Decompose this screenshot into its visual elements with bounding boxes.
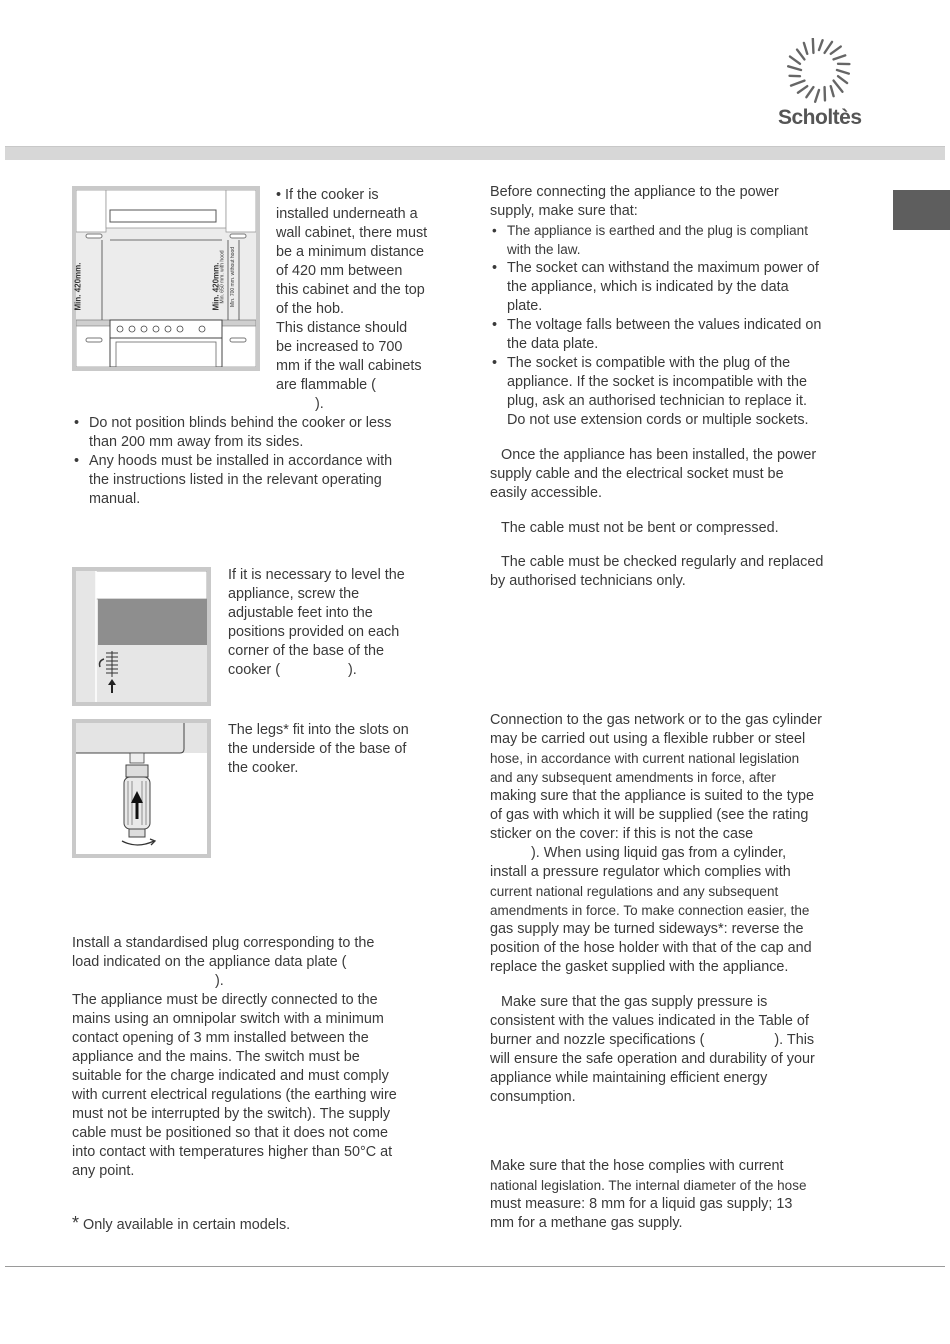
logo-ray	[797, 50, 804, 60]
text-line: supply cable and the electrical socket must be	[490, 466, 784, 482]
cabinet-diagram	[73, 190, 256, 367]
text-line: supply, make sure that:	[490, 203, 638, 219]
text-line: amendments in force. To make connection easier, the	[490, 903, 810, 918]
text-line: easily accessible.	[490, 485, 602, 501]
text-line: The cable must not be bent or compressed.	[501, 520, 779, 536]
text-line: national legislation. The internal diameter of the hose	[490, 1178, 807, 1193]
text-line: suitable for the charge indicated and must comply	[72, 1068, 389, 1084]
cabinet-instructions	[276, 186, 456, 414]
text-line: of the hob.	[276, 301, 345, 317]
logo-ray	[806, 87, 813, 97]
text-line: ). When using liquid gas from a cylinder,	[531, 845, 787, 861]
text-line: This distance should	[276, 320, 408, 336]
text-line: making sure that the appliance is suited to the type	[490, 788, 814, 804]
footnote-star: *	[72, 1213, 80, 1233]
text-fragment: burner and nozzle specifications (	[490, 1032, 705, 1048]
logo-ray	[815, 90, 819, 102]
accessibility-paragraph	[490, 446, 865, 503]
logo-ray	[831, 86, 834, 96]
text-fragment: ). This	[774, 1032, 815, 1048]
language-tab	[893, 190, 950, 230]
footer-divider	[5, 1266, 945, 1267]
text-line: and any subsequent amendments in force, after	[490, 770, 776, 785]
text-line: The cable must be checked regularly and replaced	[501, 554, 824, 570]
min-650-label: Min. 650 mm. with hood	[219, 250, 226, 304]
min-420-right-label: Min. 420mm.	[211, 262, 221, 311]
text-line: any point.	[72, 1163, 135, 1179]
text-line: must measure: 8 mm for a liquid gas supply; 13	[490, 1196, 793, 1212]
text-line: • The socket is compatible with the plug of the	[507, 355, 791, 371]
text-line: Once the appliance has been installed, the power	[501, 447, 817, 463]
list-item	[490, 259, 865, 316]
logo-ray	[790, 57, 800, 64]
text-line: installed underneath a	[276, 206, 418, 222]
legs-instructions	[228, 721, 438, 778]
text-line: the appliance, which is indicated by the data	[507, 279, 789, 295]
list-item	[490, 354, 865, 430]
text-fragment: ).	[347, 662, 357, 678]
electrical-connection-text	[72, 934, 442, 1181]
text-line: If it is necessary to level the	[228, 567, 405, 583]
text-line: The appliance must be directly connected to the	[72, 992, 378, 1008]
text-line: current national regulations and any subsequent	[490, 884, 779, 899]
text-line: • Any hoods must be installed in accordance with	[89, 453, 393, 469]
text-line: into contact with temperatures higher than 50°C at	[72, 1144, 393, 1160]
text-line: ).	[215, 973, 224, 989]
text-line: sticker on the cover: if this is not the case	[490, 826, 754, 842]
text-line: The legs* fit into the slots on	[228, 722, 409, 738]
min-420-left-label: Min. 420mm.	[73, 262, 83, 311]
text-line: manual.	[89, 491, 141, 507]
logo-ray	[791, 81, 804, 86]
text-line: Connection to the gas network or to the gas cylinder	[490, 712, 822, 728]
header-bar	[5, 146, 945, 160]
text-line: the instructions listed in the relevant operating	[89, 472, 382, 488]
text-line: appliance and the mains. The switch must be	[72, 1049, 360, 1065]
cabinet-clearance-figure	[72, 186, 260, 371]
text-line: contact opening of 3 mm installed between the	[72, 1030, 369, 1046]
text-line: gas supply may be turned sideways*: reverse the	[490, 921, 804, 937]
text-line: be a minimum distance	[276, 244, 424, 260]
logo-ray	[834, 55, 846, 59]
text-line: Do not use extension cords or multiple sockets.	[507, 412, 809, 428]
text-line: must not be interrupted by the switch). The supply	[72, 1106, 391, 1122]
text-line: • The voltage falls between the values indicated on	[507, 317, 822, 333]
text-line: corner of the base of the	[228, 643, 384, 659]
leveling-instructions	[228, 566, 438, 680]
text-line: positions provided on each	[228, 624, 400, 640]
text-line: Install a standardised plug corresponding to the	[72, 935, 375, 951]
text-line: Before connecting the appliance to the power	[490, 184, 779, 200]
logo-ray	[798, 86, 807, 93]
text-line: of gas with which it will be supplied (see the rating	[490, 807, 809, 823]
min-700-label: Min. 700 mm. without hood	[230, 246, 237, 308]
text-line: appliance. If the socket is incompatible with the	[507, 374, 807, 390]
text-line: mm if the wall cabinets	[276, 358, 422, 374]
text-line: load indicated on the appliance data plate (	[72, 954, 347, 970]
text-line: of 420 mm between	[276, 263, 403, 279]
text-line: hose, in accordance with current national legislation	[490, 751, 800, 766]
text-line: replace the gasket supplied with the appliance.	[490, 959, 789, 975]
logo-ray	[834, 81, 843, 92]
power-supply-section	[490, 183, 865, 430]
text-line: appliance while maintaining efficient energy	[490, 1070, 768, 1086]
text-line: plug, ask an authorised technician to replace it.	[507, 393, 807, 409]
legs-diagram	[76, 723, 207, 854]
cable-bent-paragraph	[501, 519, 866, 538]
logo-ray	[825, 42, 832, 53]
text-line: consistent with the values indicated in the Table of	[490, 1013, 809, 1029]
list-item	[72, 452, 442, 509]
logo-ray	[837, 70, 849, 74]
text-line: • If the cooker is	[276, 187, 379, 203]
sun-logo-icon	[776, 38, 866, 106]
text-line: by authorised technicians only.	[490, 573, 686, 589]
text-line: mains using an omnipolar switch with a minimum	[72, 1011, 384, 1027]
text-line: install a pressure regulator which complies with	[490, 864, 791, 880]
gas-pressure-text	[490, 993, 865, 1107]
brand-name: Scholtès	[778, 106, 862, 129]
text-line: the cooker.	[228, 760, 299, 776]
text-line: Make sure that the gas supply pressure is	[501, 994, 768, 1010]
text-line: with current electrical regulations (the earthing wire	[72, 1087, 397, 1103]
text-line: than 200 mm away from its sides.	[89, 434, 304, 450]
text-line: appliance, screw the	[228, 586, 360, 602]
footnote-text: Only available in certain models.	[83, 1217, 291, 1233]
text-line: this cabinet and the top	[276, 282, 425, 298]
list-item	[72, 414, 442, 452]
text-line: with the law.	[507, 242, 581, 257]
text-line: consumption.	[490, 1089, 576, 1105]
list-item	[490, 316, 865, 354]
leveling-diagram	[76, 571, 207, 702]
blinds-hoods-list	[72, 414, 442, 509]
text-line: adjustable feet into the	[228, 605, 373, 621]
footnote	[72, 1214, 442, 1235]
logo-ray	[831, 47, 841, 54]
text-fragment: cooker (	[228, 662, 280, 678]
logo-ray	[838, 76, 847, 83]
text-line: Make sure that the hose complies with current	[490, 1158, 784, 1174]
text-line: will ensure the safe operation and durability of your	[490, 1051, 815, 1067]
text-line: position of the hose holder with that of the cap and	[490, 940, 812, 956]
list-item	[490, 221, 865, 259]
cable-check-paragraph	[490, 553, 865, 591]
logo-ray	[819, 40, 823, 50]
text-line: mm for a methane gas supply.	[490, 1215, 683, 1231]
logo-ray	[813, 39, 814, 53]
text-line: ).	[315, 396, 324, 412]
gas-connection-text	[490, 711, 865, 977]
text-line: • Do not position blinds behind the cooker or less	[89, 415, 392, 431]
text-line: • The appliance is earthed and the plug is compliant	[507, 223, 808, 238]
text-line: wall cabinet, there must	[276, 225, 428, 241]
text-line: may be carried out using a flexible rubber or steel	[490, 731, 806, 747]
hose-requirements-text	[490, 1157, 865, 1233]
text-line: plate.	[507, 298, 543, 314]
text-line: • The socket can withstand the maximum power of	[507, 260, 819, 276]
text-line: the data plate.	[507, 336, 599, 352]
logo-ray	[788, 66, 801, 70]
text-line: cable must be positioned so that it does not come	[72, 1125, 388, 1141]
text-line: the underside of the base of	[228, 741, 407, 757]
logo-ray	[804, 43, 807, 54]
legs-figure	[72, 719, 211, 858]
text-line: be increased to 700	[276, 339, 403, 355]
leveling-figure	[72, 567, 211, 706]
text-line: are flammable (	[276, 377, 376, 393]
